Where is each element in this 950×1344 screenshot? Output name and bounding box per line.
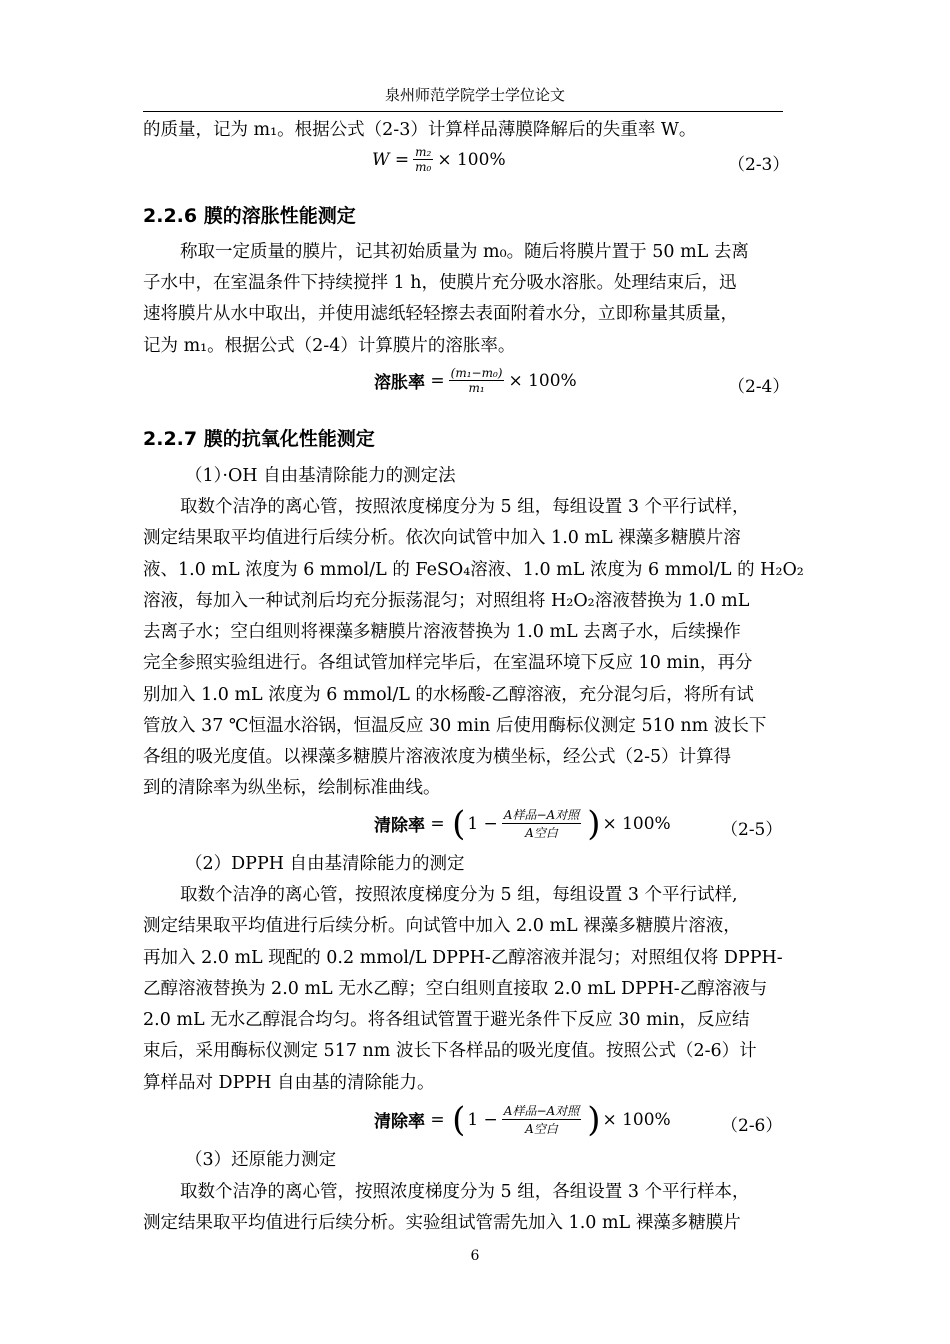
- denominator: A空白: [525, 1122, 558, 1136]
- right-paren: ): [587, 803, 601, 844]
- equation-number: （2-5）: [721, 820, 783, 840]
- text-line: 记为 m₁。根据公式（2-4）计算膜片的溶胀率。: [143, 336, 516, 356]
- equation-lhs: W: [372, 149, 390, 170]
- numerator: A样品−A对照: [503, 1104, 580, 1118]
- text-line: 算样品对 DPPH 自由基的清除能力。: [143, 1073, 435, 1093]
- equation-one: 1 −: [467, 813, 498, 834]
- section-heading-2-2-7: 2.2.7 膜的抗氧化性能测定: [143, 428, 375, 450]
- text-line: 管放入 37 ℃恒温水浴锅，恒温反应 30 min 后使用酶标仪测定 510 nm 波长下: [143, 716, 767, 736]
- equation-number: （2-4）: [728, 377, 790, 397]
- text-line: 再加入 2.0 mL 现配的 0.2 mmol/L DPPH-乙醇溶液并混匀；对照组仅将 DPPH-: [143, 948, 783, 968]
- text-line: 到的清除率为纵坐标，绘制标准曲线。: [143, 778, 441, 798]
- equation-number: （2-6）: [721, 1116, 783, 1136]
- header-rule: [143, 111, 783, 112]
- page-number: 6: [470, 1248, 480, 1264]
- text-line: 完全参照实验组进行。各组试管加样完毕后，在室温环境下反应 10 min，再分: [143, 653, 753, 673]
- denominator: A空白: [525, 826, 558, 840]
- equals-sign: =: [430, 370, 445, 391]
- equation-2-4: [374, 366, 577, 395]
- text-line: 测定结果取平均值进行后续分析。向试管中加入 2.0 mL 裸藻多糖膜片溶液，: [143, 916, 741, 936]
- fraction: [449, 366, 505, 395]
- text-line: 束后，采用酶标仪测定 517 nm 波长下各样品的吸光度值。按照公式（2-6）计: [143, 1041, 757, 1061]
- text-line: 测定结果取平均值进行后续分析。依次向试管中加入 1.0 mL 裸藻多糖膜片溶: [143, 528, 741, 548]
- equation-lhs: 清除率: [374, 816, 425, 836]
- subsection-label: （1）·OH 自由基清除能力的测定法: [185, 466, 456, 486]
- text-line: 速将膜片从水中取出，并使用滤纸轻轻擦去表面附着水分，立即称量其质量，: [143, 304, 738, 324]
- fraction: [502, 1102, 581, 1137]
- numerator: (m₁−m₀): [450, 366, 503, 380]
- text-line: 液、1.0 mL 浓度为 6 mmol/L 的 FeSO₄溶液、1.0 mL 浓度为 6 mmol/L 的 H₂O₂: [143, 560, 804, 580]
- text-line: 去离子水；空白组则将裸藻多糖膜片溶液替换为 1.0 mL 去离子水，后续操作: [143, 622, 741, 642]
- equals-sign: =: [394, 149, 410, 170]
- running-header: 泉州师范学院学士学位论文: [384, 86, 565, 104]
- numerator: m₂: [415, 145, 432, 159]
- equation-2-5: [374, 803, 671, 844]
- equation-number: （2-3）: [728, 155, 790, 175]
- text-line: 乙醇溶液替换为 2.0 mL 无水乙醇；空白组则直接取 2.0 mL DPPH-乙醇溶液与: [143, 979, 768, 999]
- equation-rhs: × 100%: [602, 813, 671, 834]
- equation-lhs: 溶胀率: [374, 373, 425, 393]
- text-line: 取数个洁净的离心管，按照浓度梯度分为 5 组，每组设置 3 个平行试样，: [180, 497, 750, 517]
- equals-sign: =: [430, 1109, 445, 1130]
- text-line: 取数个洁净的离心管，按照浓度梯度分为 5 组，每组设置 3 个平行试样,: [180, 885, 738, 905]
- text-line: 测定结果取平均值进行后续分析。实验组试管需先加入 1.0 mL 裸藻多糖膜片: [143, 1213, 741, 1233]
- fraction: [413, 145, 433, 174]
- text-line: 取数个洁净的离心管，按照浓度梯度分为 5 组，各组设置 3 个平行样本，: [180, 1182, 750, 1202]
- equation-one: 1 −: [467, 1109, 498, 1130]
- text-line: 溶液，每加入一种试剂后均充分振荡混匀；对照组将 H₂O₂溶液替换为 1.0 mL: [143, 591, 750, 611]
- left-paren: (: [452, 803, 466, 844]
- equation-rhs: × 100%: [437, 149, 506, 170]
- equation-2-3: [372, 145, 506, 174]
- equation-2-6: [374, 1099, 671, 1140]
- right-paren: ): [587, 1099, 601, 1140]
- equation-rhs: × 100%: [508, 370, 577, 391]
- text-line: 各组的吸光度值。以裸藻多糖膜片溶液浓度为横坐标，经公式（2-5）计算得: [143, 747, 732, 767]
- fraction: [502, 806, 581, 841]
- numerator: A样品−A对照: [503, 808, 580, 822]
- left-paren: (: [452, 1099, 466, 1140]
- text-line: 别加入 1.0 mL 浓度为 6 mmol/L 的水杨酸-乙醇溶液，充分混匀后，将所有试: [143, 685, 754, 705]
- subsection-label: （2）DPPH 自由基清除能力的测定: [185, 854, 465, 874]
- section-heading-2-2-6: 2.2.6 膜的溶胀性能测定: [143, 205, 356, 227]
- equation-lhs: 清除率: [374, 1112, 425, 1132]
- text-line: 的质量，记为 m₁。根据公式（2-3）计算样品薄膜降解后的失重率 W。: [143, 120, 697, 140]
- subsection-label: （3）还原能力测定: [185, 1150, 337, 1170]
- text-line: 称取一定质量的膜片，记其初始质量为 m₀。随后将膜片置于 50 mL 去离: [180, 242, 749, 262]
- text-line: 2.0 mL 无水乙醇混合均匀。将各组试管置于避光条件下反应 30 min，反应结: [143, 1010, 750, 1030]
- text-line: 子水中，在室温条件下持续搅拌 1 h，使膜片充分吸水溶胀。处理结束后，迅: [143, 273, 737, 293]
- equation-rhs: × 100%: [602, 1109, 671, 1130]
- equals-sign: =: [430, 813, 445, 834]
- denominator: m₀: [415, 160, 432, 174]
- denominator: m₁: [468, 381, 485, 395]
